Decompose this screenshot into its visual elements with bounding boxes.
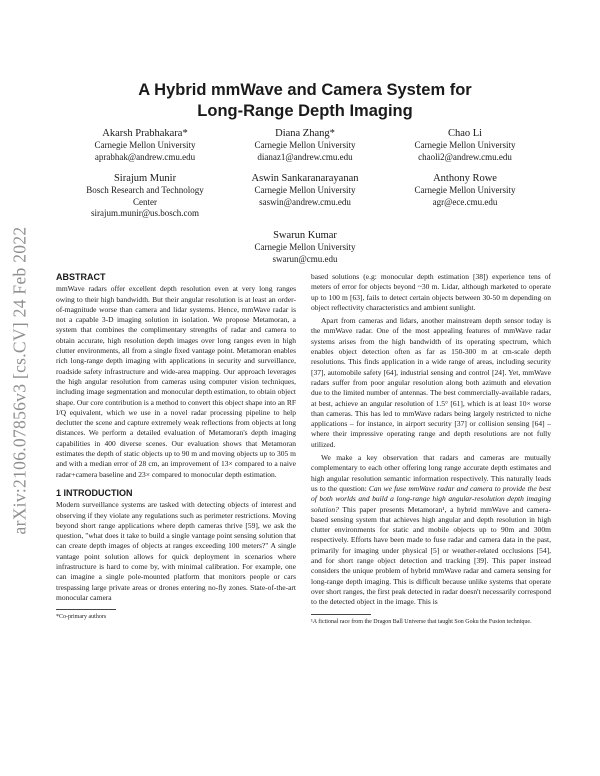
- author-email: sirajum.munir@us.bosch.com: [90, 208, 200, 218]
- paper-title-line-2: Long-Range Depth Imaging: [197, 102, 413, 120]
- author-name: Swarun Kumar: [273, 230, 337, 241]
- author-block: [380, 127, 550, 163]
- author-block: [220, 127, 390, 163]
- author-affiliation: Carnegie Mellon University: [414, 185, 516, 195]
- author-affiliation: Carnegie Mellon University: [254, 185, 356, 195]
- metamoran-text-a: We make a key observation that radars and cameras are mutually complementary to each other offering long range accurate depth estimates and high angular resolution semantic information respectively. This naturally leads us to the question:: [311, 453, 551, 493]
- author-name: Chao Li: [447, 128, 483, 139]
- radar-paragraph: Apart from cameras and lidars, another mainstream depth sensor today is the mmWave radar. One of the most appealing features of mmWave radar systems arises from the high bandwidth of its operating spectrum, which enables object detection often as far as 150-300 m at cm-scale depth resolutions. This finds application in a wide range of areas, including security [37], automobile safety [64], industrial sensing and control [24]. Yet, mmWave radars suffer from poor angular resolution along both azimuth and elevation due to the limited number of antennas. The best commercially-available radars, at best, achieve an angular resolution of 1.5° [61], which is at least 10× worse than cameras. This has led to mmWave radars being largely restricted to niche applications – for instance, in airport security [37] or collision sensing [64] – where their impressive operating range and depth resolutions are not fully utilized.: [311, 316, 551, 449]
- footnote-metamoran: ¹A fictional race from the Dragon Ball Universe that taught Son Goku the Fusion technique.: [311, 618, 532, 625]
- author-email: saswin@andrew.cmu.edu: [259, 196, 351, 207]
- paper-title: [60, 80, 550, 122]
- author-name: Akarsh Prabhakara*: [102, 128, 188, 139]
- intro-paragraph: Modern surveillance systems are tasked with detecting objects of interest and observing if they violate any regulations such as perimeter restrictions. Moving beyond short range applications where depth cameras thrive [59], we ask the question, "what does it take to build a single vantage point sensing solution that can create depth images of objects at ranges exceeding 100 meters?" A single vantage point solution allows for quick deployment in scenarios where infrastructure is hard to come by, with minimal calibration. For example, one can imagine a single pole-mounted platform that monitors people or cars trespassing large private areas or drones entering no-fly zones. State-of-the-art monocular camera: [56, 500, 296, 602]
- author-email: chaoli2@andrew.cmu.edu: [418, 151, 512, 162]
- author-block: [220, 172, 390, 208]
- author-email: dianaz1@andrew.cmu.edu: [257, 151, 353, 162]
- author-affiliation: Bosch Research and Technology: [86, 185, 204, 195]
- author-block: [60, 127, 230, 163]
- author-email: agr@ece.cmu.edu: [432, 196, 498, 207]
- author-email: aprabhak@andrew.cmu.edu: [94, 151, 196, 162]
- author-name: Anthony Rowe: [433, 173, 497, 184]
- abstract-text: mmWave radars offer excellent depth resolution even at very long ranges owing to their high bandwidth. But their angular resolution is at least an order-of-magnitude worse than camera and lidar systems. Hence, mmWave radar is not a capable 3-D imaging solution in isolation. We propose Metamoran, a system that combines the complimentary strengths of radar and camera to obtain accurate, high resolution depth images over long ranges even in high clutter environments, all from a single fixed vantage point. Metamoran enables rich long-range depth imaging with applications in security and surveillance, roadside safety infrastructure and wide-area mapping. Our approach leverages the high angular resolution from cameras using computer vision techniques, including image segmentation and monocular depth estimation, to obtain object shape. Our core contribution is a method to convert this object shape into an RF I/Q equivalent, which we use in a novel radar processing pipeline to help declutter the scene and capture extremely weak reflections from objects at long distances. We perform a detailed evaluation of Metamoran's depth imaging capabilities in 400 diverse scenes. Our evaluation shows that Metamoran estimates the depth of static objects up to 90 m and moving objects up to 305 m and with a median error of 28 cm, an improvement of 13× compared to a naive radar+camera baseline and 23× compared to monocular depth estimation.: [56, 284, 296, 479]
- paper-title-line-1: A Hybrid mmWave and Camera System for: [138, 81, 472, 99]
- author-affiliation: Carnegie Mellon University: [414, 140, 516, 150]
- left-column: [56, 272, 296, 621]
- author-block: [220, 229, 390, 265]
- author-block: [60, 172, 230, 220]
- right-column: [311, 272, 551, 626]
- arxiv-stamp: [0, 200, 40, 560]
- intro-heading: 1 INTRODUCTION: [56, 487, 133, 498]
- intro-paragraph-continued: based solutions (e.g: monocular depth estimation [38]) experience tens of meters of error for objects beyond ~30 m. Lidar, although marketed to operate up to 100 m [63], fails to detect certain objects between 30-50 m depending on object reflectivity characteristics and ambient sunlight.: [311, 272, 551, 312]
- arxiv-stamp-text: arXiv:2106.07856v3 [cs.CV] 24 Feb 2022: [9, 226, 30, 534]
- footnote-rule: [311, 614, 371, 615]
- author-affiliation: Carnegie Mellon University: [254, 242, 356, 252]
- author-affiliation: Carnegie Mellon University: [94, 140, 196, 150]
- research-question: Can we fuse mmWave radar and camera to provide the best of both worlds and build a long-range high angular-resolution depth imaging solution?: [311, 483, 551, 514]
- author-email: swarun@cmu.edu: [272, 253, 338, 264]
- footnote-rule: [56, 609, 116, 610]
- metamoran-text-b: This paper presents Metamoran¹, a hybrid mmWave and camera-based sensing system that achieves high angular and depth resolution in high clutter environments for static and mobile objects up to 90m and 300m respectively. Efforts have been made to fuse radar and camera data in the past, primarily for imaging under physical [5] or weather-related occlusions [54], and for short range object detection and tracking [39]. This paper instead considers the unique problem of hybrid mmWave radar and camera sensing for long-range depth imaging. This is difficult because unlike systems that operate over short ranges, the first peak detected in radar doesn't necessarily correspond to the detected object in the image. This is: [311, 504, 551, 607]
- author-name: Aswin Sankaranarayanan: [251, 173, 359, 184]
- author-affiliation-cont: Center: [133, 196, 157, 207]
- abstract-heading: ABSTRACT: [56, 272, 106, 282]
- author-name: Diana Zhang*: [275, 128, 335, 139]
- author-block: [380, 172, 550, 208]
- author-affiliation: Carnegie Mellon University: [254, 140, 356, 150]
- metamoran-paragraph: [311, 453, 551, 607]
- author-name: Sirajum Munir: [113, 173, 177, 184]
- footnote-co-primary: *Co-primary authors: [56, 614, 107, 621]
